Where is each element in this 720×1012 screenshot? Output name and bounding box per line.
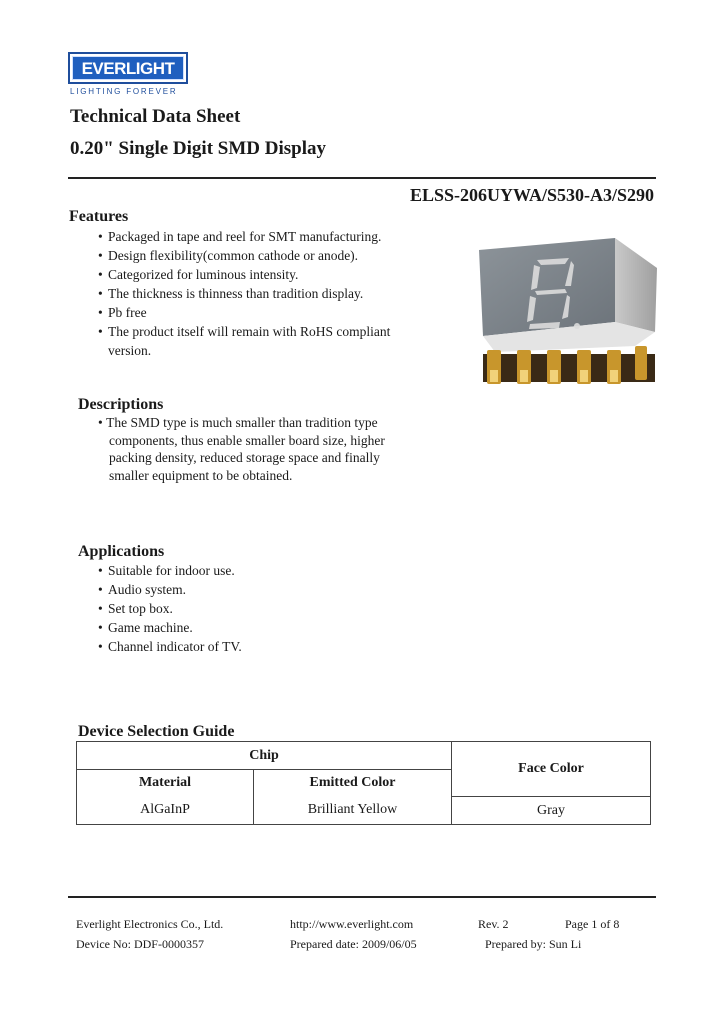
emitted-color-cell: Brilliant Yellow	[254, 797, 452, 825]
footer-revision: Rev. 2	[478, 917, 509, 931]
device-selection-table	[76, 741, 651, 825]
applications-list	[98, 561, 398, 656]
document-title: Technical Data Sheet	[70, 106, 241, 127]
smd-display-image	[465, 232, 665, 422]
list-item: • The product itself will remain with RoHS compliant version.	[98, 322, 426, 360]
description-paragraph: The SMD type is much smaller than tradition type components, thus enable smaller board size, higher packing density, reduced storage space and finally smaller equipment to be obtained.	[106, 415, 385, 483]
logo-text: EVERLIGHT	[72, 56, 184, 80]
list-item: • Pb free	[98, 303, 428, 322]
header-rule	[68, 177, 656, 179]
list-item: • Channel indicator of TV.	[98, 637, 398, 656]
list-item: • Audio system.	[98, 580, 398, 599]
list-item: • Design flexibility(common cathode or anode).	[98, 246, 428, 265]
list-item: • Categorized for luminous intensity.	[98, 265, 428, 284]
list-item: • Suitable for indoor use.	[98, 561, 398, 580]
features-list	[98, 227, 428, 360]
bullet-icon: •	[98, 415, 107, 430]
list-item: • Game machine.	[98, 618, 398, 637]
list-item: • Set top box.	[98, 599, 398, 618]
footer-prepared-by: Prepared by: Sun Li	[485, 937, 582, 951]
applications-heading: Applications	[78, 543, 165, 560]
descriptions-heading: Descriptions	[78, 396, 164, 413]
device-guide-heading: Device Selection Guide	[78, 723, 235, 740]
features-heading: Features	[69, 208, 129, 225]
material-cell: AlGaInP	[77, 797, 254, 825]
footer-page: Page 1 of 8	[565, 917, 620, 931]
face-color-cell: Gray	[452, 797, 651, 825]
face-color-header: Face Color	[452, 742, 651, 797]
footer-prepared-date: Prepared date: 2009/06/05	[290, 937, 417, 951]
seven-segment-display-illustration	[465, 232, 665, 422]
part-number: ELSS-206UYWA/S530-A3/S290	[409, 185, 654, 205]
logo-tagline: LIGHTING FOREVER	[70, 87, 178, 96]
material-header: Material	[77, 770, 254, 797]
footer-company: Everlight Electronics Co., Ltd.	[76, 917, 224, 931]
descriptions-text	[98, 414, 409, 484]
footer-device-number: Device No: DDF-0000357	[76, 937, 204, 951]
everlight-logo	[68, 52, 188, 84]
footer-url[interactable]: http://www.everlight.com	[290, 917, 414, 931]
list-item: • The thickness is thinness than tradition display.	[98, 284, 428, 303]
list-item: • Packaged in tape and reel for SMT manufacturing.	[98, 227, 428, 246]
product-title: 0.20" Single Digit SMD Display	[70, 138, 326, 159]
emitted-color-header: Emitted Color	[254, 770, 452, 797]
chip-header: Chip	[77, 742, 452, 770]
footer-rule	[68, 896, 656, 898]
